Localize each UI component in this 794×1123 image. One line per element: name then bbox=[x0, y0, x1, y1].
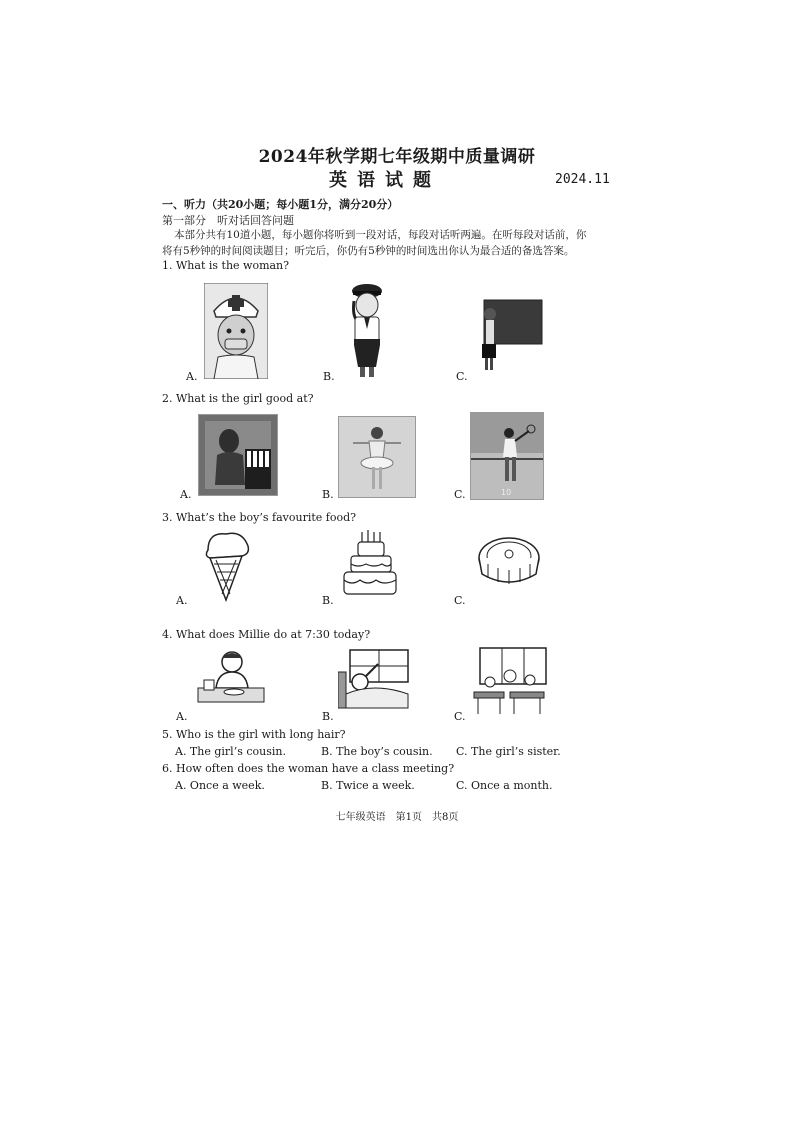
q4-option-b: B. bbox=[322, 710, 334, 723]
exam-subtitle: 英语试题 bbox=[329, 170, 441, 191]
ice-cream-icon bbox=[202, 530, 252, 602]
q6-option-c: C. Once a month. bbox=[456, 779, 553, 792]
q6-option-b: B. Twice a week. bbox=[321, 779, 415, 792]
q5-option-b: B. The boy’s cousin. bbox=[321, 745, 433, 758]
q3-option-b: B. bbox=[322, 594, 334, 607]
breakfast-icon bbox=[196, 648, 266, 712]
pie-icon bbox=[476, 534, 542, 588]
classroom-icon bbox=[470, 646, 548, 716]
intro-line-1: 本部分共有10道小题，每小题你将听到一段对话，每段对话听两遍。在听每段对话前，你 bbox=[174, 229, 587, 241]
svg-text:10: 10 bbox=[501, 488, 512, 497]
question-5: 5. Who is the girl with long hair? bbox=[162, 728, 346, 741]
question-6: 6. How often does the woman have a class meeting? bbox=[162, 762, 455, 775]
question-3: 3. What’s the boy’s favourite food? bbox=[162, 511, 357, 524]
cake-icon bbox=[342, 528, 398, 600]
question-1: 1. What is the woman? bbox=[162, 259, 290, 272]
intro-line-2: 将有5秒钟的时间阅读题目；听完后，你仍有5秒钟的时间选出你认为最合适的备选答案。 bbox=[162, 245, 575, 257]
q1-option-c: C. bbox=[456, 370, 468, 383]
q1-option-a: A. bbox=[186, 370, 198, 383]
question-4: 4. What does Millie do at 7:30 today? bbox=[162, 628, 371, 641]
page-footer: 七年级英语 第1页 共8页 bbox=[335, 812, 459, 823]
q1-option-b: B. bbox=[323, 370, 335, 383]
question-2: 2. What is the girl good at? bbox=[162, 392, 314, 405]
exam-title: 2024年秋学期七年级期中质量调研 bbox=[258, 147, 536, 167]
piano-photo bbox=[198, 414, 278, 496]
q6-option-a: A. Once a week. bbox=[175, 779, 265, 792]
q5-option-a: A. The girl’s cousin. bbox=[175, 745, 286, 758]
teacher-icon bbox=[474, 298, 544, 370]
q5-option-c: C. The girl’s sister. bbox=[456, 745, 561, 758]
nurse-icon bbox=[204, 283, 268, 379]
section-heading: 一、听力（共20小题；每小题1分，满分20分） bbox=[162, 198, 399, 211]
q4-option-a: A. bbox=[176, 710, 188, 723]
waking-up-icon bbox=[338, 648, 410, 710]
q4-option-c: C. bbox=[454, 710, 466, 723]
q3-option-c: C. bbox=[454, 594, 466, 607]
q2-option-c: C. bbox=[454, 488, 466, 501]
q2-option-b: B. bbox=[322, 488, 334, 501]
police-officer-icon bbox=[344, 281, 390, 379]
part-heading: 第一部分 听对话回答问题 bbox=[162, 214, 294, 227]
q3-option-a: A. bbox=[176, 594, 188, 607]
badminton-photo bbox=[470, 412, 544, 500]
q2-option-a: A. bbox=[180, 488, 192, 501]
ballet-photo bbox=[338, 416, 416, 498]
exam-date: 2024.11 bbox=[555, 172, 610, 187]
